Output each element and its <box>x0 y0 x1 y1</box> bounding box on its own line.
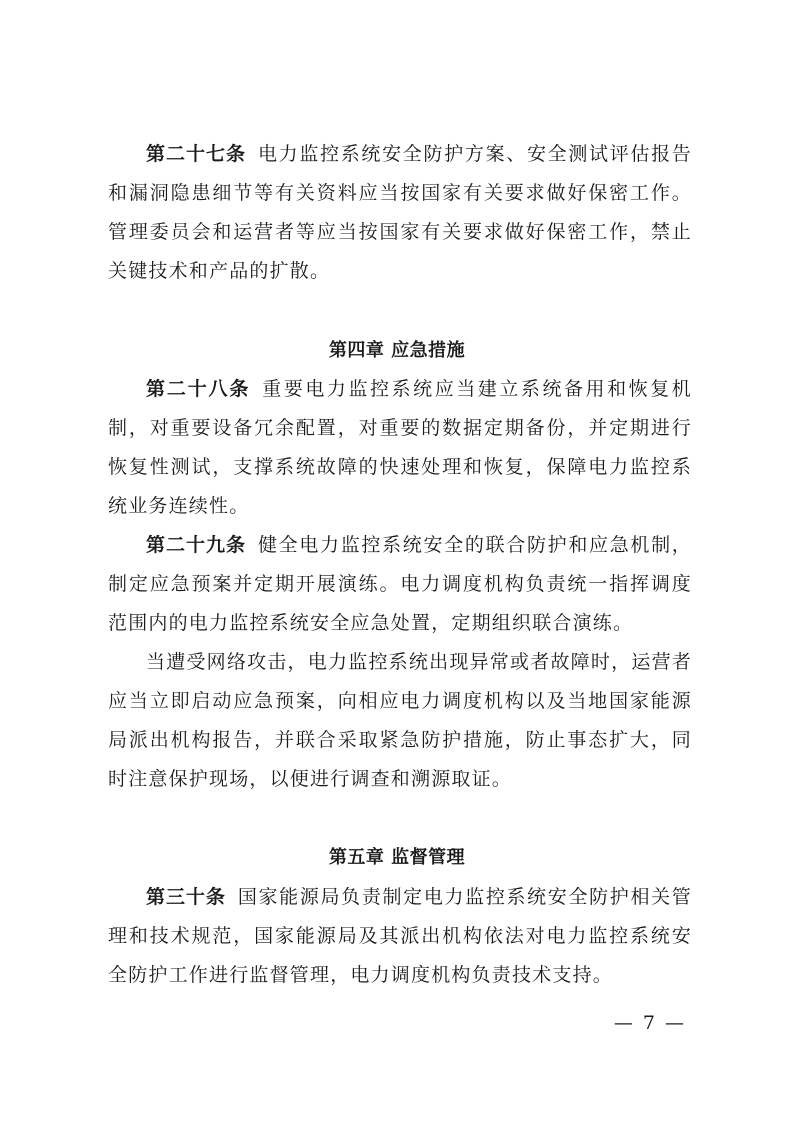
article-30 <box>108 878 692 995</box>
article-29-number: 第二十九条 <box>146 534 246 556</box>
article-30-number: 第三十条 <box>146 886 226 908</box>
article-28 <box>108 370 692 526</box>
article-29-paragraph-2: 当遭受网络攻击，电力监控系统出现异常或者故障时，运营者应当立即启动应急预案，向相应电力调度机构以及当地国家能源局派出机构报告，并联合采取紧急防护措施，防止事态扩大，同时注意保护现场，以便进行调查和溯源取证。 <box>108 651 692 790</box>
article-30-text: 国家能源局负责制定电力监控系统安全防护相关管理和技术规范，国家能源局及其派出机构依法对电力监控系统安全防护工作进行监督管理，电力调度机构负责技术支持。 <box>108 886 692 986</box>
article-27-paragraph <box>108 135 692 291</box>
article-29 <box>108 526 692 799</box>
chapter-4-heading: 第四章 应急措施 <box>328 340 466 361</box>
chapter-5-heading: 第五章 监督管理 <box>328 847 466 868</box>
article-28-number: 第二十八条 <box>146 378 251 400</box>
article-29-text: 健全电力监控系统安全的联合防护和应急机制，制定应急预案并定期开展演练。电力调度机构负责统一指挥调度范围内的电力监控系统安全应急处置，定期组织联合演练。 <box>108 534 692 634</box>
article-27-number: 第二十七条 <box>146 143 246 165</box>
page-number: — 7 — <box>613 1012 686 1034</box>
article-27 <box>108 135 692 291</box>
article-29-paragraph-1 <box>108 526 692 643</box>
article-30-paragraph <box>108 878 692 995</box>
article-27-text: 电力监控系统安全防护方案、安全测试评估报告和漏洞隐患细节等有关资料应当按国家有关要求做好保密工作。管理委员会和运营者等应当按国家有关要求做好保密工作，禁止关键技术和产品的扩散。 <box>108 143 692 282</box>
article-28-paragraph <box>108 370 692 526</box>
article-28-text: 重要电力监控系统应当建立系统备用和恢复机制，对重要设备冗余配置，对重要的数据定期备份，并定期进行恢复性测试，支撑系统故障的快速处理和恢复，保障电力监控系统业务连续性。 <box>108 378 692 517</box>
